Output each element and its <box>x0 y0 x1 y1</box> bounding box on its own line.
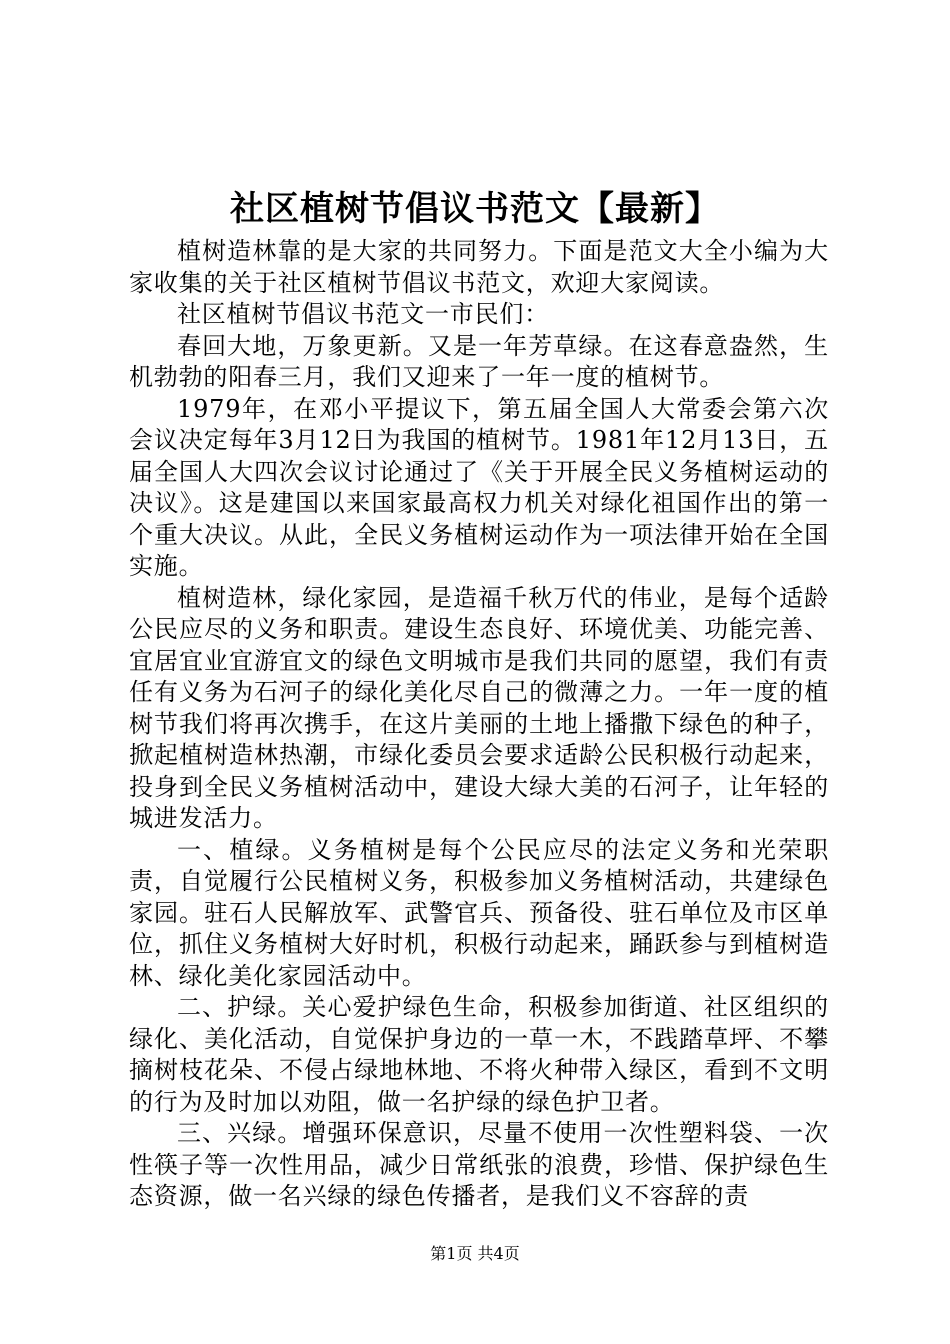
paragraph-spring: 春回大地，万象更新。又是一年芳草绿。在这春意盎然，生机勃勃的阳春三月，我们又迎来了一年一度的植树节。 <box>129 331 829 391</box>
page-number-footer: 第1页 共4页 <box>430 1244 520 1263</box>
document-title: 社区植树节倡议书范文【最新】 <box>230 189 720 229</box>
paragraph-plant-green: 一、植绿。义务植树是每个公民应尽的法定义务和光荣职责，自觉履行公民植树义务，积极参加义务植树活动，共建绿色家园。驻石人民解放军、武警官兵、预备役、驻石单位及市区单位，抓住义务植树大好时机，积极行动起来，踊跃参与到植树造林、绿化美化家园活动中。 <box>129 835 829 990</box>
paragraph-history: 1979年，在邓小平提议下，第五届全国人大常委会第六次会议决定每年3月12日为我国的植树节。1981年12月13日，五届全国人大四次会议讨论通过了《关于开展全民义务植树运动的决议》。这是建国以来国家最高权力机关对绿化祖国作出的第一个重大决议。从此，全民义务植树运动作为一项法律开始在全国实施。 <box>129 394 829 580</box>
paragraph-intro: 植树造林靠的是大家的共同努力。下面是范文大全小编为大家收集的关于社区植树节倡议书范文，欢迎大家阅读。 <box>129 237 829 297</box>
paragraph-promote-green: 三、兴绿。增强环保意识，尽量不使用一次性塑料袋、一次性筷子等一次性用品，减少日常纸张的浪费，珍惜、保护绿色生态资源，做一名兴绿的绿色传播者，是我们义不容辞的责 <box>129 1119 829 1210</box>
paragraph-heading-salutation: 社区植树节倡议书范文一市民们： <box>177 300 549 328</box>
paragraph-afforestation: 植树造林，绿化家园，是造福千秋万代的伟业，是每个适龄公民应尽的义务和职责。建设生态良好、环境优美、功能完善、宜居宜业宜游宜文的绿色文明城市是我们共同的愿望，我们有责任有义务为石河子的绿化美化尽自己的微薄之力。一年一度的植树节我们将再次携手，在这片美丽的土地上播撒下绿色的种子，掀起植树造林热潮，市绿化委员会要求适龄公民积极行动起来，投身到全民义务植树活动中，建设大绿大美的石河子，让年轻的城进发活力。 <box>129 583 829 832</box>
paragraph-protect-green: 二、护绿。关心爱护绿色生命，积极参加街道、社区组织的绿化、美化活动，自觉保护身边的一草一木，不践踏草坪、不攀摘树枝花朵、不侵占绿地林地、不将火种带入绿区，看到不文明的行为及时加以劝阻，做一名护绿的绿色护卫者。 <box>129 993 829 1116</box>
document-body <box>129 236 829 1213</box>
